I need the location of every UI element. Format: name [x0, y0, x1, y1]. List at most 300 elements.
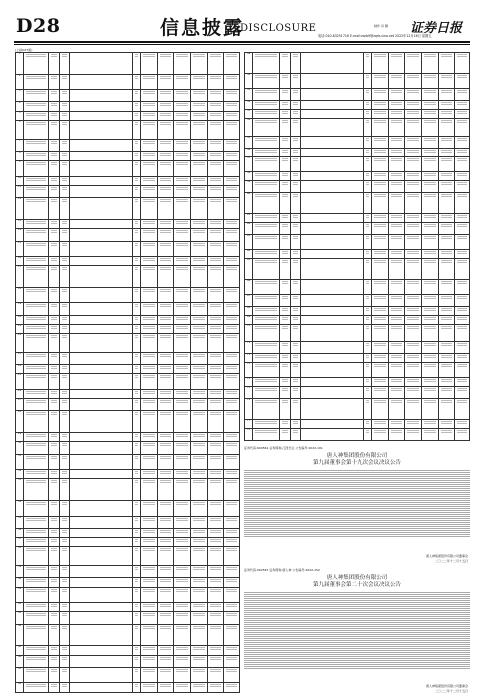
data-cell [190, 161, 207, 176]
text-block [366, 90, 369, 95]
text-block [293, 308, 298, 313]
data-cell [455, 279, 470, 294]
description-cell [70, 470, 133, 479]
data-cell [290, 294, 300, 306]
text-block [176, 626, 188, 631]
data-cell [388, 342, 405, 354]
text-block [176, 199, 188, 204]
data-cell [372, 53, 389, 74]
text-block [457, 194, 467, 199]
data-cell [24, 185, 49, 197]
text-block [193, 391, 205, 396]
text-block [160, 289, 172, 294]
text-block [143, 579, 155, 584]
data-cell [290, 249, 300, 258]
text-block [193, 567, 205, 572]
text-block [441, 224, 453, 229]
data-cell [363, 136, 371, 148]
data-cell [49, 655, 59, 667]
text-block [407, 120, 419, 125]
table-row [245, 53, 470, 74]
text-block [457, 308, 467, 313]
text-block [193, 375, 205, 380]
description-cell [70, 74, 133, 89]
data-cell [372, 279, 389, 294]
data-cell [224, 120, 240, 139]
data-cell [224, 256, 240, 265]
text-block [160, 335, 172, 340]
data-cell [157, 139, 174, 151]
data-cell [224, 176, 240, 185]
data-cell [140, 151, 157, 160]
text-block [62, 335, 67, 340]
data-cell [132, 161, 140, 176]
text-block [193, 317, 205, 322]
data-cell [59, 454, 69, 469]
data-cell [372, 294, 389, 306]
row-number: 7 [16, 139, 24, 151]
text-block [135, 567, 138, 572]
data-cell [280, 258, 290, 279]
data-cell [190, 74, 207, 89]
data-cell [59, 547, 69, 566]
data-cell [363, 157, 371, 172]
data-cell [224, 578, 240, 587]
text-block [374, 251, 386, 256]
text-block [210, 54, 222, 59]
data-cell [224, 501, 240, 516]
data-cell [422, 193, 439, 214]
text-block [193, 539, 205, 544]
data-cell [363, 53, 371, 74]
data-cell [363, 172, 371, 181]
text-block [407, 224, 419, 229]
data-cell [405, 73, 422, 88]
row-number: 40 [16, 578, 24, 587]
text-block [26, 604, 46, 609]
data-cell [49, 516, 59, 528]
data-cell [422, 100, 439, 109]
data-cell [132, 303, 140, 315]
data-cell [455, 378, 470, 387]
data-cell [59, 151, 69, 160]
text-block [193, 434, 205, 439]
data-cell [49, 587, 59, 602]
data-cell [174, 516, 191, 528]
text-block [176, 230, 188, 235]
data-cell [140, 256, 157, 265]
table-row [16, 198, 240, 220]
data-cell [49, 352, 59, 364]
text-block [374, 120, 386, 125]
data-cell [190, 287, 207, 302]
data-cell [405, 420, 422, 429]
text-block [26, 657, 46, 662]
text-block [51, 589, 56, 594]
text-block [366, 251, 369, 256]
row-number: 74 [245, 378, 253, 387]
data-cell [24, 578, 49, 587]
row-number: 24 [16, 365, 24, 374]
row-number: 49 [245, 53, 253, 74]
text-block [255, 54, 277, 59]
data-cell [24, 646, 49, 655]
text-block [51, 103, 56, 108]
row-number: 62 [245, 223, 253, 235]
data-cell [207, 603, 224, 612]
data-cell [49, 53, 59, 75]
text-block [193, 54, 205, 59]
data-cell [372, 378, 389, 387]
text-block [160, 317, 172, 322]
text-block [255, 150, 277, 155]
text-block [457, 54, 467, 59]
text-block [62, 657, 67, 662]
data-cell [224, 399, 240, 411]
data-cell [49, 287, 59, 302]
text-block [62, 187, 67, 192]
data-cell [190, 603, 207, 612]
text-block [135, 412, 138, 417]
text-block [366, 364, 369, 369]
text-block [255, 90, 277, 95]
text-block [441, 308, 453, 313]
text-block [226, 221, 237, 226]
row-number: 25 [16, 374, 24, 389]
data-cell [224, 334, 240, 353]
description-cell [70, 241, 133, 256]
data-cell [140, 587, 157, 602]
data-cell [438, 136, 455, 148]
text-block [160, 539, 172, 544]
text-block [176, 684, 188, 689]
data-cell [157, 683, 174, 692]
data-cell [455, 172, 470, 181]
text-block [293, 355, 298, 360]
text-block [135, 289, 138, 294]
text-block [391, 326, 403, 331]
text-block [135, 589, 138, 594]
text-block [210, 548, 222, 553]
data-cell [190, 479, 207, 501]
data-cell [422, 294, 439, 306]
text-block [457, 173, 467, 178]
text-block [26, 199, 46, 204]
text-block [51, 289, 56, 294]
text-block [366, 343, 369, 348]
text-block [62, 162, 67, 167]
text-block [135, 530, 138, 535]
data-cell [140, 315, 157, 324]
text-block [407, 236, 419, 241]
row-number: 61 [245, 214, 253, 223]
text-block [26, 412, 46, 417]
table-row [245, 118, 470, 136]
text-block [407, 150, 419, 155]
data-cell [422, 136, 439, 148]
text-block [210, 187, 222, 192]
table-row [245, 223, 470, 235]
data-cell [140, 547, 157, 566]
text-block [366, 150, 369, 155]
row-number: 78 [245, 429, 253, 441]
data-cell [224, 161, 240, 176]
text-block [176, 54, 188, 59]
data-cell [455, 223, 470, 235]
text-block [26, 530, 46, 535]
table-row [245, 172, 470, 181]
data-cell [422, 235, 439, 250]
text-block [193, 412, 205, 417]
text-block [391, 251, 403, 256]
text-block [135, 317, 138, 322]
data-cell [140, 655, 157, 667]
data-cell [363, 363, 371, 378]
text-block [176, 604, 188, 609]
data-cell [388, 172, 405, 181]
data-cell [422, 258, 439, 279]
data-cell [59, 479, 69, 501]
text-block [26, 178, 46, 183]
text-block [391, 430, 403, 435]
data-cell [455, 235, 470, 250]
data-cell [207, 411, 224, 433]
data-cell [190, 411, 207, 433]
data-cell [157, 587, 174, 602]
notice-company: 唐人神集团股份有限公司 [326, 453, 388, 459]
data-cell [363, 88, 371, 100]
text-block [210, 443, 222, 448]
text-block [407, 215, 419, 220]
data-cell [59, 365, 69, 374]
text-block [457, 138, 467, 143]
data-cell [174, 111, 191, 120]
data-cell [207, 587, 224, 602]
text-block [62, 684, 67, 689]
data-cell [24, 547, 49, 566]
text-block [407, 388, 419, 393]
text-block [407, 251, 419, 256]
text-block [282, 102, 287, 107]
text-block [160, 354, 172, 359]
data-cell [253, 429, 280, 441]
data-cell [140, 120, 157, 139]
row-number: 9 [16, 161, 24, 176]
data-cell [59, 111, 69, 120]
text-block [143, 412, 155, 417]
text-block [26, 456, 46, 461]
text-block [457, 102, 467, 107]
data-cell [388, 100, 405, 109]
text-block [210, 178, 222, 183]
table-row [16, 578, 240, 587]
data-cell [49, 315, 59, 324]
data-cell [132, 374, 140, 389]
data-cell [422, 181, 439, 193]
data-cell [140, 389, 157, 398]
text-block [293, 158, 298, 163]
text-block [293, 260, 298, 265]
data-cell [174, 324, 191, 333]
data-cell [280, 193, 290, 214]
text-block [366, 430, 369, 435]
data-cell [59, 176, 69, 185]
data-cell [422, 249, 439, 258]
text-block [226, 626, 237, 631]
text-block [391, 388, 403, 393]
text-block [407, 54, 419, 59]
data-cell [207, 538, 224, 547]
data-cell [140, 176, 157, 185]
text-block [424, 355, 436, 360]
table-row [245, 279, 470, 294]
data-cell [59, 655, 69, 667]
data-cell [59, 411, 69, 433]
row-number: 53 [245, 109, 253, 118]
data-cell [59, 399, 69, 411]
data-cell [290, 420, 300, 429]
description-cell [70, 411, 133, 433]
table-row [16, 565, 240, 577]
data-cell [24, 501, 49, 516]
data-cell [438, 88, 455, 100]
data-cell [59, 538, 69, 547]
data-cell [438, 235, 455, 250]
description-cell [301, 363, 363, 378]
data-cell [455, 157, 470, 172]
data-cell [49, 501, 59, 516]
data-cell [280, 294, 290, 306]
table-row [245, 306, 470, 315]
data-cell [280, 324, 290, 342]
data-cell [157, 399, 174, 411]
left-data-table [15, 52, 240, 693]
data-cell [157, 501, 174, 516]
data-cell [140, 501, 157, 516]
text-block [441, 75, 453, 80]
text-block [424, 138, 436, 143]
text-block [193, 613, 205, 618]
text-block [143, 243, 155, 248]
notice-meta: 证券代码:002567 证券简称:唐人神 公告编号:2022-152 [244, 568, 320, 572]
text-block [51, 141, 56, 146]
data-cell [207, 389, 224, 398]
data-cell [438, 100, 455, 109]
text-block [160, 400, 172, 405]
data-cell [49, 603, 59, 612]
data-cell [224, 139, 240, 151]
text-block [176, 589, 188, 594]
text-block [374, 355, 386, 360]
text-block [441, 364, 453, 369]
data-cell [140, 612, 157, 624]
text-block [51, 335, 56, 340]
data-cell [207, 612, 224, 624]
text-block [457, 430, 467, 435]
text-block [135, 684, 138, 689]
text-block [366, 308, 369, 313]
data-cell [174, 139, 191, 151]
data-cell [140, 433, 157, 442]
text-block [226, 539, 237, 544]
text-block [441, 102, 453, 107]
text-block [366, 102, 369, 107]
description-cell [301, 100, 363, 109]
text-block [441, 379, 453, 384]
description-cell [301, 315, 363, 324]
text-block [374, 308, 386, 313]
text-block [441, 260, 453, 265]
data-cell [190, 667, 207, 682]
data-cell [157, 161, 174, 176]
data-cell [24, 176, 49, 185]
data-cell [49, 479, 59, 501]
data-cell [174, 90, 191, 102]
row-number: 50 [245, 73, 253, 88]
text-block [26, 579, 46, 584]
data-cell [405, 342, 422, 354]
description-cell [70, 655, 133, 667]
table-row [16, 352, 240, 364]
data-cell [207, 547, 224, 566]
data-cell [363, 378, 371, 387]
text-block [62, 199, 67, 204]
row-number: 5 [16, 111, 24, 120]
text-block [143, 567, 155, 572]
text-block [62, 412, 67, 417]
data-cell [363, 294, 371, 306]
data-cell [174, 442, 191, 454]
text-block [424, 173, 436, 178]
data-cell [190, 624, 207, 646]
text-block [51, 76, 56, 81]
data-cell [372, 315, 389, 324]
text-block [210, 502, 222, 507]
text-block [441, 296, 453, 301]
data-cell [207, 470, 224, 479]
description-cell [301, 420, 363, 429]
text-block [210, 471, 222, 476]
description-cell [301, 88, 363, 100]
data-cell [224, 389, 240, 398]
row-number: 75 [245, 387, 253, 399]
text-block [457, 343, 467, 348]
text-block [176, 317, 188, 322]
text-block [62, 391, 67, 396]
data-cell [132, 565, 140, 577]
data-cell [174, 411, 191, 433]
text-block [255, 281, 277, 286]
text-block [62, 375, 67, 380]
text-block [193, 122, 205, 127]
data-cell [253, 214, 280, 223]
text-block [441, 138, 453, 143]
text-block [26, 335, 46, 340]
text-block [226, 589, 237, 594]
text-block [226, 267, 237, 272]
table-row [16, 646, 240, 655]
table-row [16, 538, 240, 547]
data-cell [363, 235, 371, 250]
text-block [424, 111, 436, 116]
text-block [255, 102, 277, 107]
text-block [293, 430, 298, 435]
data-cell [290, 136, 300, 148]
text-block [374, 388, 386, 393]
data-cell [140, 74, 157, 89]
text-block [176, 366, 188, 371]
data-cell [280, 279, 290, 294]
